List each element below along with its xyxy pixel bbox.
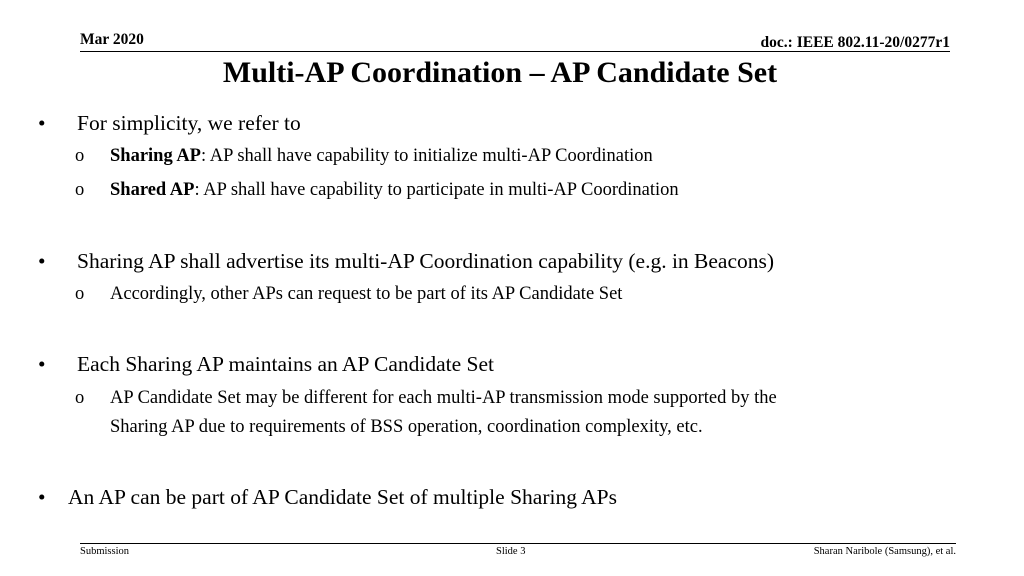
sub-bullet-marker: o [75,180,85,200]
term-shared-ap: Shared AP [110,180,195,200]
footer-rule [80,543,956,544]
slide-title: Multi-AP Coordination – AP Candidate Set [222,56,778,89]
bullet-marker: • [38,352,46,376]
term-sharing-ap: Sharing AP [110,146,201,166]
sub-bullet-text: : AP shall have capability to participate in multi-AP Coordination [194,180,679,200]
sub-bullet-shared-ap [110,180,679,201]
bullet-text: Each Sharing AP maintains an AP Candidate Set [77,352,495,376]
footer-slide-number: Slide 3 [496,546,526,557]
sub-bullet-marker: o [75,146,85,166]
sub-bullet-text-line2: Sharing AP due to requirements of BSS operation, coordination complexity, etc. [110,417,703,437]
bullet-marker: • [38,249,46,273]
sub-bullet-marker: o [75,284,85,304]
header-doc-id: doc.: IEEE 802.11-20/0277r1 [760,34,950,51]
header-date: Mar 2020 [80,31,144,48]
bullet-text: An AP can be part of AP Candidate Set of multiple Sharing APs [68,485,617,509]
sub-bullet-text: : AP shall have capability to initialize multi-AP Coordination [200,146,653,166]
bullet-marker: • [38,111,46,135]
sub-bullet-text: Accordingly, other APs can request to be part of its AP Candidate Set [110,284,623,304]
sub-bullet-sharing-ap [110,146,653,167]
sub-bullet-text-line1: AP Candidate Set may be different for each multi-AP transmission mode supported by the [110,388,777,408]
header-rule [80,51,950,52]
bullet-text: For simplicity, we refer to [77,111,301,135]
footer-submission: Submission [80,546,130,557]
bullet-marker: • [38,485,46,509]
sub-bullet-marker: o [75,388,85,408]
footer-author: Sharan Naribole (Samsung), et al. [813,546,956,557]
bullet-text: Sharing AP shall advertise its multi-AP Coordination capability (e.g. in Beacons) [77,249,775,273]
